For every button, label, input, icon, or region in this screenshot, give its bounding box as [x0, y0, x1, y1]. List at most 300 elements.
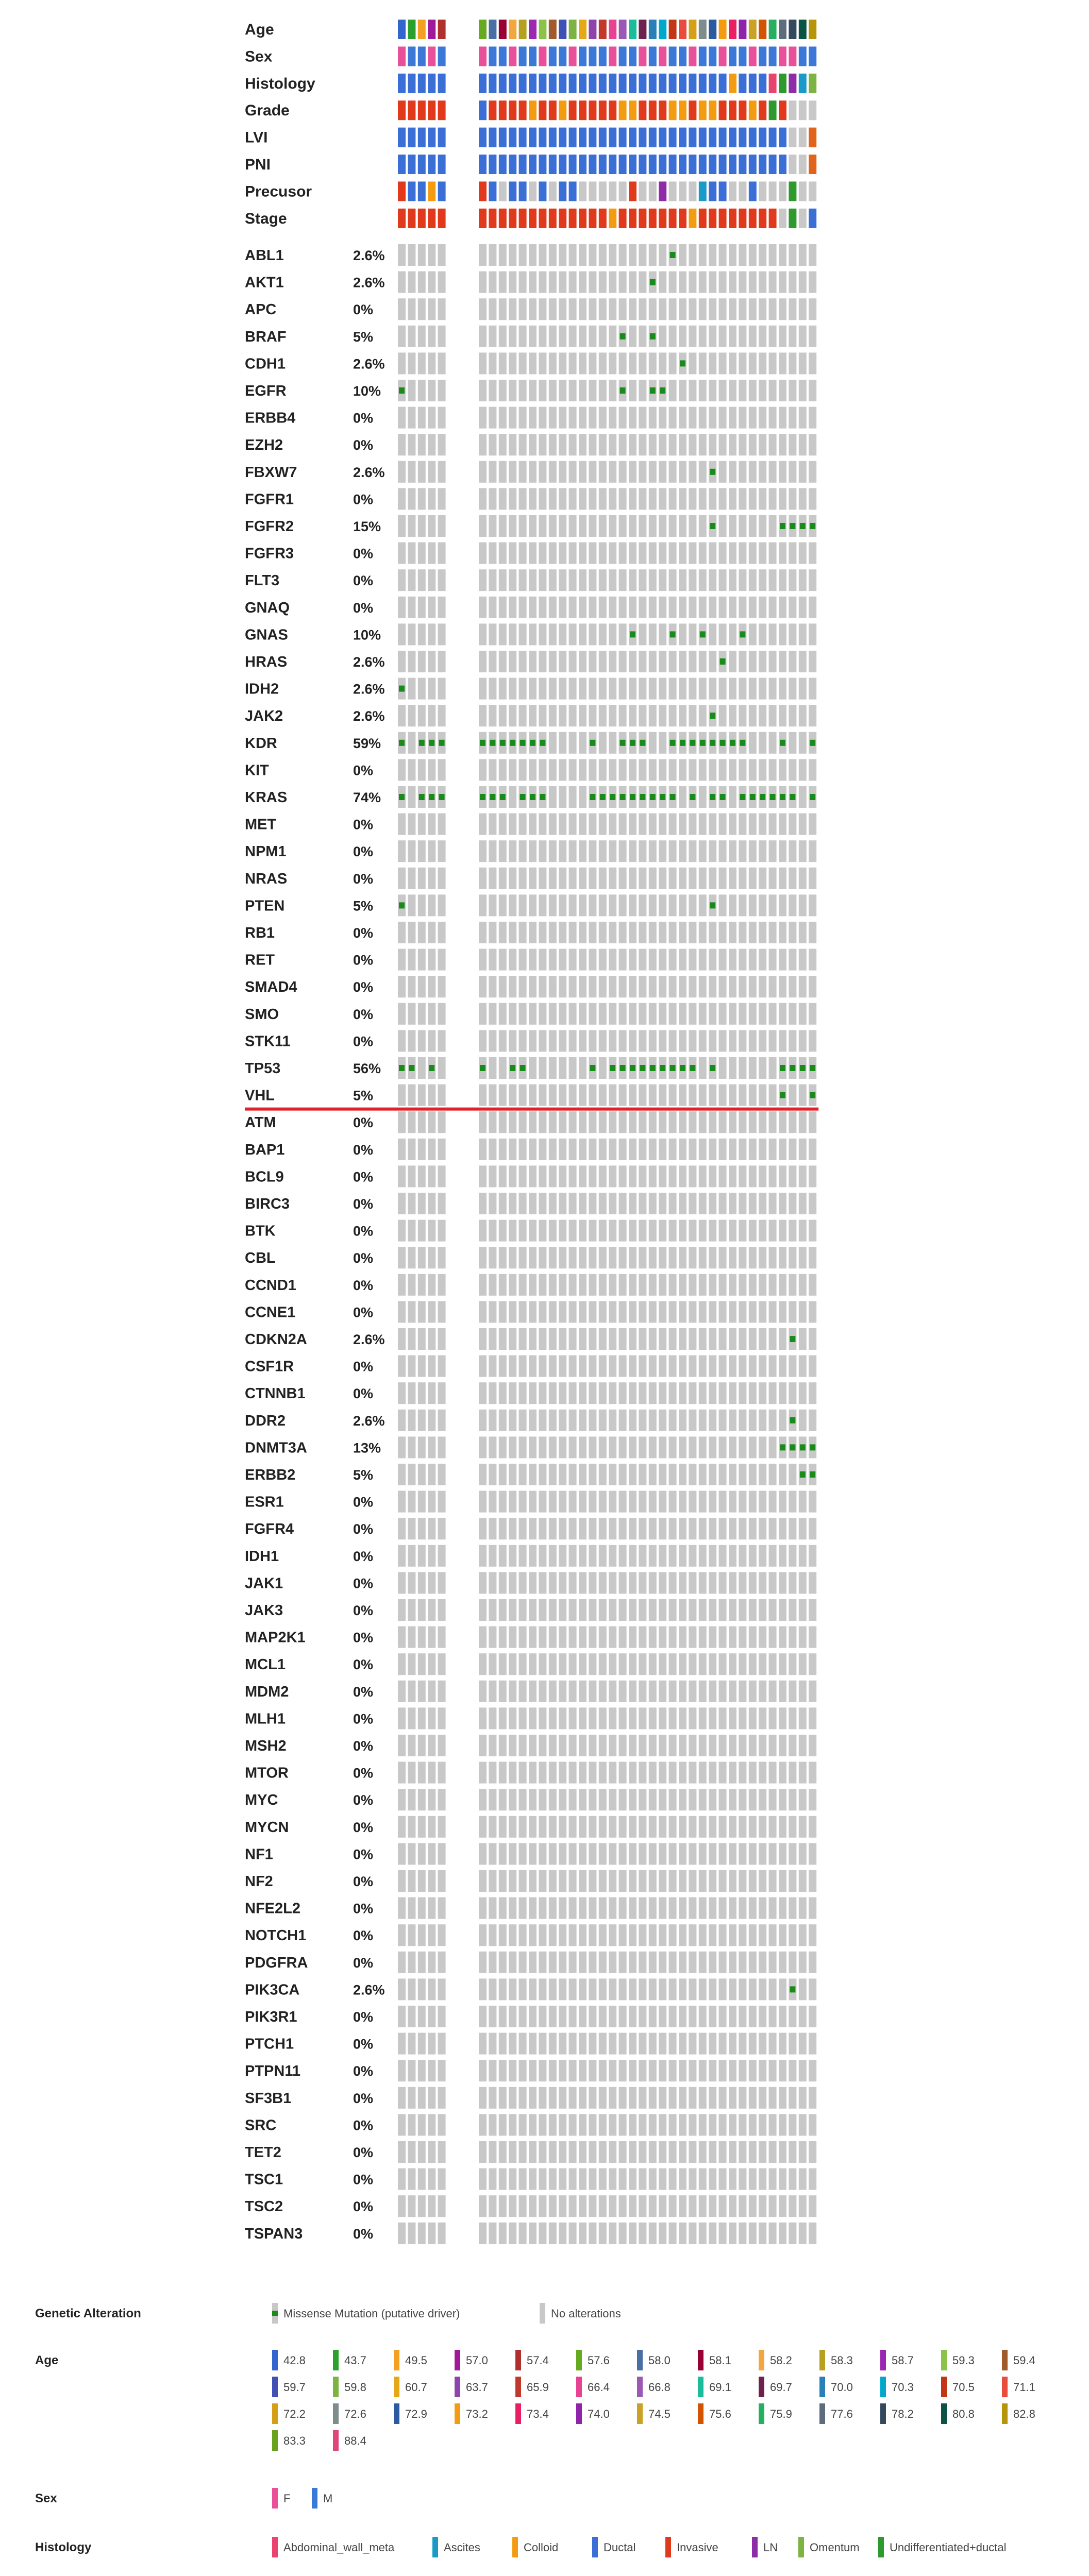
mutation-mark: [650, 279, 656, 285]
gene-cell: [789, 2033, 796, 2055]
gene-cell: [579, 515, 587, 537]
gene-cell: [418, 1707, 426, 1729]
gene-cell: [418, 597, 426, 618]
gene-cell: [509, 1952, 516, 1973]
gene-cell: [639, 705, 646, 726]
legend-swatch: [819, 2377, 825, 2397]
mutation-mark: [620, 1065, 626, 1071]
gene-cell: [549, 1870, 557, 1892]
legend-swatch: [698, 2350, 703, 2370]
mutation-mark: [780, 740, 785, 746]
gene-cell: [529, 1870, 537, 1892]
gene-cell: [769, 1816, 777, 1838]
gene-cell: [629, 2141, 636, 2163]
gene-cell: [609, 352, 616, 374]
gene-cell: [799, 1653, 807, 1675]
gene-cell: [428, 2006, 435, 2027]
gene-cell: [639, 840, 646, 862]
gene-label: CCND1: [245, 1277, 296, 1294]
gene-cell: [559, 1057, 566, 1079]
gene-cell: [719, 1599, 727, 1621]
gene-cell: [799, 1816, 807, 1838]
gene-cell: [719, 2141, 727, 2163]
gene-cell: [779, 623, 786, 645]
gene-cell: [809, 1816, 816, 1838]
gene-cell: [779, 1220, 786, 1242]
gene-cell: [499, 1816, 507, 1838]
gene-cell: [539, 922, 546, 943]
gene-cell: [408, 1030, 415, 1052]
gene-cell: [479, 1518, 487, 1539]
track-cell-precusor: [599, 181, 607, 201]
gene-cell: [789, 1897, 796, 1919]
gene-cell: [428, 1355, 435, 1377]
gene-cell: [779, 2223, 786, 2244]
gene-cell: [749, 1030, 757, 1052]
mutation-mark: [810, 523, 815, 529]
gene-cell: [609, 1139, 616, 1160]
gene-cell: [529, 1247, 537, 1268]
gene-cell: [569, 678, 577, 700]
gene-cell: [669, 2195, 677, 2217]
gene-cell: [428, 1410, 435, 1431]
gene-cell: [428, 1653, 435, 1675]
gene-cell: [709, 840, 716, 862]
gene-cell: [759, 1057, 766, 1079]
gene-cell: [489, 434, 496, 455]
gene-cell: [479, 1084, 487, 1106]
gene-cell: [769, 1355, 777, 1377]
gene-cell: [619, 623, 627, 645]
gene-cell: [729, 786, 736, 808]
gene-cell: [629, 298, 636, 320]
gene-cell: [489, 1626, 496, 1648]
gene-cell: [779, 1789, 786, 1810]
gene-cell: [398, 434, 406, 455]
gene-cell: [779, 1355, 786, 1377]
gene-cell: [569, 1978, 577, 2000]
gene-cell: [438, 1735, 446, 1756]
gene-cell: [549, 1735, 557, 1756]
gene-cell: [418, 488, 426, 510]
gene-cell: [539, 1220, 546, 1242]
gene-cell: [489, 1274, 496, 1296]
gene-cell: [629, 1707, 636, 1729]
gene-cell: [609, 326, 616, 347]
gene-cell: [789, 814, 796, 835]
gene-cell: [539, 949, 546, 971]
gene-cell: [799, 461, 807, 483]
gene-cell: [579, 1762, 587, 1784]
gene-cell: [639, 1301, 646, 1323]
gene-cell: [579, 868, 587, 889]
gene-cell: [689, 1978, 696, 2000]
gene-cell: [569, 1193, 577, 1214]
gene-cell: [438, 2060, 446, 2081]
gene-cell: [479, 1626, 487, 1648]
gene-cell: [438, 1978, 446, 2000]
gene-cell: [619, 1789, 627, 1810]
gene-cell: [599, 1165, 607, 1187]
track-cell-sex: [759, 46, 766, 66]
gene-cell: [438, 2006, 446, 2027]
gene-cell: [579, 434, 587, 455]
gene-cell: [769, 326, 777, 347]
gene-cell: [749, 407, 757, 429]
gene-cell: [769, 1518, 777, 1539]
gene-cell: [599, 1301, 607, 1323]
gene-cell: [509, 569, 516, 591]
gene-cell: [789, 1491, 796, 1513]
gene-cell: [619, 759, 627, 781]
mutation-mark: [750, 794, 756, 800]
gene-cell: [529, 1301, 537, 1323]
gene-cell: [719, 326, 727, 347]
gene-cell: [749, 1735, 757, 1756]
gene-cell: [749, 1084, 757, 1106]
gene-cell: [749, 1274, 757, 1296]
mutation-mark: [520, 1065, 526, 1071]
gene-cell: [569, 1301, 577, 1323]
gene-cell: [438, 1897, 446, 1919]
gene-cell: [589, 326, 596, 347]
gene-cell: [509, 1518, 516, 1539]
track-cell-pni: [499, 155, 507, 174]
clinical-tracks: [245, 20, 816, 228]
legend-swatch: [941, 2403, 947, 2424]
gene-cell: [579, 1924, 587, 1946]
gene-cell: [799, 298, 807, 320]
gene-cell: [418, 1464, 426, 1485]
track-cell-grade: [699, 100, 707, 120]
gene-cell: [539, 434, 546, 455]
gene-cell: [479, 1843, 487, 1865]
track-cell-histology: [699, 74, 707, 93]
gene-cell: [408, 326, 415, 347]
gene-cell: [519, 380, 527, 401]
track-cell-histology: [599, 74, 607, 93]
gene-cell: [719, 1545, 727, 1567]
gene-cell: [489, 543, 496, 564]
track-cell-histology: [779, 74, 786, 93]
gene-cell: [489, 1382, 496, 1404]
gene-cell: [699, 2060, 707, 2081]
gene-cell: [529, 2033, 537, 2055]
gene-label: FGFR3: [245, 545, 294, 562]
track-cell-histology: [729, 74, 736, 93]
track-cell-age: [749, 20, 757, 39]
gene-cell: [418, 1084, 426, 1106]
gene-label: MLH1: [245, 1710, 286, 1727]
track-cell-histology: [709, 74, 716, 93]
gene-cell: [579, 1843, 587, 1865]
gene-cell: [709, 326, 716, 347]
gene-cell: [489, 814, 496, 835]
gene-cell: [438, 868, 446, 889]
gene-cell: [779, 976, 786, 997]
track-cell-precusor: [789, 181, 796, 201]
gene-cell: [509, 2060, 516, 2081]
gene-label: BAP1: [245, 1141, 285, 1158]
gene-cell: [398, 1789, 406, 1810]
gene-cell: [609, 1978, 616, 2000]
gene-cell: [619, 488, 627, 510]
gene-cell: [569, 623, 577, 645]
track-cell-age: [779, 20, 786, 39]
gene-cell: [539, 1978, 546, 2000]
gene-cell: [489, 569, 496, 591]
gene-cell: [398, 1165, 406, 1187]
legend-item-label: 65.9: [527, 2381, 549, 2394]
gene-cell: [579, 1355, 587, 1377]
gene-cell: [619, 1247, 627, 1268]
gene-cell: [789, 1193, 796, 1214]
track-cell-precusor: [438, 181, 446, 201]
gene-cell: [529, 1518, 537, 1539]
gene-cell: [749, 1518, 757, 1539]
gene-cell: [539, 1897, 546, 1919]
gene-cell: [769, 1843, 777, 1865]
gene-cell: [649, 1410, 657, 1431]
gene-cell: [709, 434, 716, 455]
gene-cell: [679, 786, 686, 808]
track-cell-stage: [779, 209, 786, 228]
gene-cell: [699, 380, 707, 401]
gene-cell: [809, 352, 816, 374]
gene-cell: [689, 1870, 696, 1892]
gene-cell: [479, 352, 487, 374]
gene-cell: [779, 1735, 786, 1756]
gene-cell: [519, 1762, 527, 1784]
track-cell-age: [408, 20, 415, 39]
track-cell-sex: [689, 46, 696, 66]
legend-item-label: 77.6: [831, 2408, 853, 2420]
gene-cell: [418, 1193, 426, 1214]
gene-cell: [569, 1653, 577, 1675]
gene-cell: [739, 1301, 746, 1323]
track-cell-precusor: [559, 181, 566, 201]
track-cell-stage: [519, 209, 527, 228]
track-cell-lvi: [609, 128, 616, 147]
gene-cell: [639, 1897, 646, 1919]
gene-cell: [619, 1328, 627, 1350]
gene-cell: [499, 2195, 507, 2217]
gene-cell: [789, 1464, 796, 1485]
gene-cell: [499, 1572, 507, 1594]
gene-cell: [428, 597, 435, 618]
gene-cell: [779, 1870, 786, 1892]
gene-cell: [639, 298, 646, 320]
gene-cell: [659, 407, 666, 429]
gene-cell: [539, 1952, 546, 1973]
track-cell-sex: [398, 46, 406, 66]
gene-cell: [408, 1139, 415, 1160]
gene-cell: [499, 488, 507, 510]
track-cell-sex: [438, 46, 446, 66]
gene-cell: [569, 298, 577, 320]
gene-cell: [789, 1707, 796, 1729]
gene-cell: [689, 651, 696, 672]
gene-cell: [398, 922, 406, 943]
gene-cell: [479, 543, 487, 564]
gene-cell: [809, 1355, 816, 1377]
gene-percent: 0%: [353, 1711, 374, 1727]
gene-cell: [699, 2006, 707, 2027]
gene-cell: [579, 272, 587, 293]
gene-cell: [749, 1843, 757, 1865]
gene-cell: [669, 1328, 677, 1350]
gene-cell: [408, 1897, 415, 1919]
gene-cell: [549, 1355, 557, 1377]
gene-label: BTK: [245, 1223, 276, 1240]
gene-cell: [639, 1789, 646, 1810]
gene-cell: [418, 1978, 426, 2000]
gene-cell: [739, 407, 746, 429]
gene-cell: [509, 2114, 516, 2136]
gene-cell: [609, 1572, 616, 1594]
mutation-mark: [800, 1444, 806, 1450]
gene-cell: [499, 1897, 507, 1919]
gene-cell: [569, 1843, 577, 1865]
gene-cell: [659, 1274, 666, 1296]
gene-cell: [499, 840, 507, 862]
mutation-mark: [780, 1444, 785, 1450]
gene-cell: [619, 1355, 627, 1377]
gene-cell: [709, 1952, 716, 1973]
gene-percent: 0%: [353, 2090, 374, 2106]
gene-cell: [719, 1843, 727, 1865]
gene-cell: [689, 1952, 696, 1973]
gene-label: MCL1: [245, 1656, 286, 1673]
legend-swatch: [759, 2403, 764, 2424]
track-cell-grade: [639, 100, 646, 120]
gene-cell: [479, 1545, 487, 1567]
legend-swatch: [576, 2377, 582, 2397]
gene-cell: [779, 2141, 786, 2163]
gene-cell: [559, 244, 566, 266]
gene-cell: [769, 1247, 777, 1268]
gene-cell: [749, 1978, 757, 2000]
gene-cell: [789, 2087, 796, 2109]
gene-cell: [539, 1464, 546, 1485]
gene-cell: [408, 1355, 415, 1377]
gene-cell: [499, 2141, 507, 2163]
mutation-mark: [810, 794, 815, 800]
gene-cell: [709, 380, 716, 401]
legend-item-label: 70.0: [831, 2381, 853, 2394]
track-cell-grade: [418, 100, 426, 120]
gene-cell: [759, 922, 766, 943]
gene-cell: [709, 2033, 716, 2055]
gene-cell: [699, 2168, 707, 2190]
gene-cell: [539, 298, 546, 320]
track-cell-age: [549, 20, 557, 39]
gene-cell: [519, 298, 527, 320]
gene-cell: [749, 651, 757, 672]
gene-cell: [519, 949, 527, 971]
gene-percent: 0%: [353, 1548, 374, 1564]
gene-cell: [559, 1681, 566, 1702]
legend-swatch: [272, 2403, 278, 2424]
gene-cell: [669, 2006, 677, 2027]
gene-cell: [438, 1084, 446, 1106]
gene-cell: [489, 976, 496, 997]
gene-cell: [589, 569, 596, 591]
gene-cell: [428, 1382, 435, 1404]
gene-cell: [749, 1897, 757, 1919]
gene-cell: [539, 272, 546, 293]
gene-cell: [559, 814, 566, 835]
gene-cell: [549, 1545, 557, 1567]
legend-swatch: [819, 2350, 825, 2370]
gene-cell: [629, 1897, 636, 1919]
gene-cell: [799, 1762, 807, 1784]
gene-cell: [649, 1626, 657, 1648]
gene-cell: [509, 1599, 516, 1621]
gene-cell: [799, 1355, 807, 1377]
gene-cell: [438, 2168, 446, 2190]
gene-cell: [759, 732, 766, 754]
gene-cell: [639, 488, 646, 510]
gene-cell: [659, 2141, 666, 2163]
gene-cell: [428, 244, 435, 266]
gene-label: FLT3: [245, 572, 280, 589]
legend-swatch: [819, 2403, 825, 2424]
gene-cell: [679, 1653, 686, 1675]
gene-cell: [489, 1410, 496, 1431]
gene-cell: [779, 840, 786, 862]
gene-cell: [569, 1545, 577, 1567]
gene-cell: [639, 2006, 646, 2027]
gene-cell: [529, 1626, 537, 1648]
gene-percent: 2.6%: [353, 356, 385, 372]
gene-cell: [418, 1572, 426, 1594]
gene-cell: [709, 651, 716, 672]
gene-cell: [529, 1952, 537, 1973]
track-cell-stage: [639, 209, 646, 228]
gene-cell: [549, 2168, 557, 2190]
gene-cell: [759, 1139, 766, 1160]
track-cell-lvi: [589, 128, 596, 147]
gene-cell: [659, 2033, 666, 2055]
gene-cell: [739, 1491, 746, 1513]
track-cell-grade: [759, 100, 766, 120]
gene-cell: [809, 1003, 816, 1025]
gene-cell: [579, 840, 587, 862]
gene-percent: 0%: [353, 1765, 374, 1781]
gene-cell: [679, 759, 686, 781]
gene-cell: [509, 1301, 516, 1323]
gene-cell: [589, 1924, 596, 1946]
gene-cell: [559, 2006, 566, 2027]
gene-cell: [569, 814, 577, 835]
gene-cell: [599, 272, 607, 293]
gene-cell: [729, 244, 736, 266]
gene-label: CSF1R: [245, 1358, 294, 1375]
gene-cell: [519, 1789, 527, 1810]
gene-cell: [489, 840, 496, 862]
mutation-mark: [700, 631, 706, 637]
gene-cell: [549, 976, 557, 997]
gene-cell: [709, 1410, 716, 1431]
gene-cell: [759, 1897, 766, 1919]
gene-cell: [739, 1626, 746, 1648]
gene-cell: [589, 868, 596, 889]
gene-label: EZH2: [245, 437, 283, 454]
track-cell-stage: [539, 209, 546, 228]
gene-cell: [649, 244, 657, 266]
gene-cell: [438, 1057, 446, 1079]
